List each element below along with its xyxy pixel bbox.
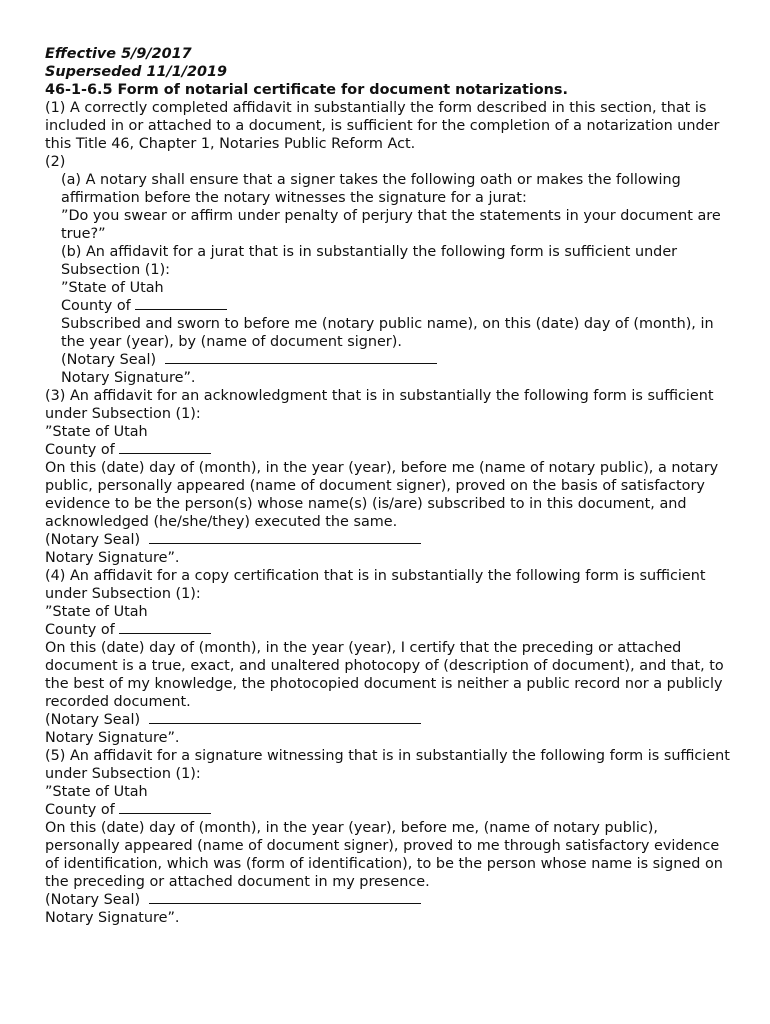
witnessing-seal: [45, 891, 730, 909]
copy-cert-body: On this (date) day of (month), in the year (year), I certify that the preceding or attached document is a true, exact, and unaltered photocopy of (description of document), and that, to the best of my knowledge, the photocopied document is neither a public record nor a publicly recorded document.: [45, 640, 724, 710]
county-label: County of: [45, 442, 115, 458]
county-blank: [135, 297, 227, 310]
subsection-2: [45, 171, 730, 387]
county-blank: [119, 441, 211, 454]
seal-label: (Notary Seal): [45, 532, 141, 548]
county-blank: [119, 801, 211, 814]
subsection-4-intro: (4) An affidavit for a copy certification that is in substantially the following form is sufficient under Subsection (1):: [45, 568, 706, 602]
signature-blank: [149, 711, 421, 724]
subsection-3-intro: (3) An affidavit for an acknowledgment that is in substantially the following form is sufficient under Subsection (1):: [45, 388, 714, 422]
county-label: County of: [61, 298, 131, 314]
acknowledgment-county: [45, 441, 730, 459]
witnessing-signature: Notary Signature”.: [45, 910, 180, 926]
signature-blank: [149, 891, 421, 904]
copy-cert-signature: Notary Signature”.: [45, 730, 180, 746]
county-label: County of: [45, 622, 115, 638]
subsection-2a-oath: ”Do you swear or affirm under penalty of perjury that the statements in your document are true?”: [61, 208, 721, 242]
signature-blank: [149, 531, 421, 544]
seal-label: (Notary Seal): [61, 352, 157, 368]
jurat-seal: [61, 351, 730, 369]
seal-label: (Notary Seal): [45, 892, 141, 908]
subsection-2a-text: (a) A notary shall ensure that a signer takes the following oath or makes the following affirmation before the notary witnesses the signature for a jurat:: [61, 172, 681, 206]
acknowledgment-seal: [45, 531, 730, 549]
superseded-date: Superseded 11/1/2019: [45, 64, 228, 80]
section-title: 46-1-6.5 Form of notarial certificate for document notarizations.: [45, 82, 568, 98]
witnessing-body: On this (date) day of (month), in the year (year), before me, (name of notary public), personally appeared (name of document signer), proved to me through satisfactory evidence of identification, which was (form of identification), to be the person whose name is signed on the preceding or attached document in my presence.: [45, 820, 723, 890]
witnessing-state: ”State of Utah: [45, 784, 148, 800]
subsection-2b-text: (b) An affidavit for a jurat that is in substantially the following form is sufficient under Subsection (1):: [61, 244, 678, 278]
county-blank: [119, 621, 211, 634]
acknowledgment-signature: Notary Signature”.: [45, 550, 180, 566]
seal-label: (Notary Seal): [45, 712, 141, 728]
subsection-1: (1) A correctly completed affidavit in substantially the form described in this section, that is included in or attached to a document, is sufficient for the completion of a notarization under this Title 46, Chapter 1, Notaries Public Reform Act.: [45, 100, 720, 152]
signature-blank: [165, 351, 437, 364]
subsection-5-intro: (5) An affidavit for a signature witnessing that is in substantially the following form is sufficient under Subsection (1):: [45, 748, 730, 782]
copy-cert-state: ”State of Utah: [45, 604, 148, 620]
copy-cert-seal: [45, 711, 730, 729]
jurat-signature: Notary Signature”.: [61, 370, 196, 386]
acknowledgment-body: On this (date) day of (month), in the year (year), before me (name of notary public), a notary public, personally appeared (name of document signer), proved on the basis of satisfactory evidence to be the person(s) whose name(s) (is/are) subscribed to in this document, and acknowledged (he/she/they) executed the same.: [45, 460, 719, 530]
acknowledgment-state: ”State of Utah: [45, 424, 148, 440]
effective-date: Effective 5/9/2017: [45, 46, 192, 62]
jurat-body: Subscribed and sworn to before me (notary public name), on this (date) day of (month), in the year (year), by (name of document signer).: [61, 316, 714, 350]
jurat-state: ”State of Utah: [61, 280, 164, 296]
witnessing-county: [45, 801, 730, 819]
county-label: County of: [45, 802, 115, 818]
copy-cert-county: [45, 621, 730, 639]
jurat-county: [61, 297, 730, 315]
subsection-2-label: (2): [45, 154, 66, 170]
